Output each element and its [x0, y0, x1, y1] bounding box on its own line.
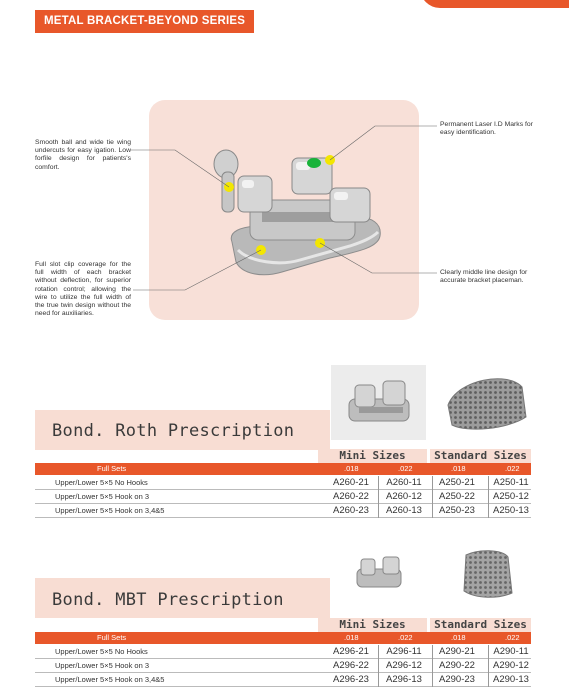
roth-standard-sizes-header: Standard Sizes [430, 449, 531, 463]
column-divider [432, 645, 433, 687]
column-divider [378, 645, 379, 687]
roth-slot-std-022: .022 [505, 464, 520, 473]
mbt-full-sets-row [35, 632, 531, 644]
table-row: Upper/Lower 5×5 Hook on 3,4&5 A260-23 A260-13 A250-23 A250-13 [35, 504, 531, 518]
column-divider [432, 476, 433, 518]
page-title: METAL BRACKET-BEYOND SERIES [35, 10, 254, 33]
mbt-slot-std-018: .018 [451, 633, 466, 642]
column-divider [488, 645, 489, 687]
roth-full-sets-row [35, 463, 531, 475]
callout-middle-line: Clearly middle line design for accurate bracket placeman. [440, 269, 528, 285]
standard-bracket-photo [438, 535, 533, 610]
column-divider [378, 476, 379, 518]
mbt-slot-std-022: .022 [505, 633, 520, 642]
roth-section-title: Bond. Roth Prescription [52, 421, 295, 441]
table-row: Upper/Lower 5×5 Hook on 3 A296-22 A296-12 A290-22 A290-12 [35, 659, 531, 673]
roth-slot-mini-022: .022 [398, 464, 413, 473]
mbt-full-sets-label: Full Sets [97, 633, 127, 642]
laser-id-mark [307, 158, 321, 168]
roth-slot-mini-018: .018 [344, 464, 359, 473]
callout-laser-id: Permanent Laser I.D Marks for easy identification. [440, 121, 533, 137]
table-row: Upper/Lower 5×5 Hook on 3,4&5 A296-23 A296-13 A290-23 A290-13 [35, 673, 531, 687]
callout-tie-wing: Smooth ball and wide tie wing undercuts for easy igation. Low forfile design for patients's comfort. [35, 139, 131, 171]
table-row: Upper/Lower 5×5 No Hooks A296-21 A296-11 A290-21 A290-11 [35, 645, 531, 659]
column-divider [488, 476, 489, 518]
mbt-standard-sizes-header: Standard Sizes [430, 618, 531, 632]
mbt-slot-mini-022: .022 [398, 633, 413, 642]
mbt-mini-sizes-header: Mini Sizes [318, 618, 427, 632]
roth-slot-std-018: .018 [451, 464, 466, 473]
roth-mini-sizes-header: Mini Sizes [318, 449, 427, 463]
mbt-section-title: Bond. MBT Prescription [52, 590, 284, 610]
mbt-slot-mini-018: .018 [344, 633, 359, 642]
callout-slot-clip: Full slot clip coverage for the full width of each bracket without deflection, for superior rotation control; allowing the wire to utilize the full width of the true twin design without the need for auxiliaries. [35, 261, 131, 318]
roth-full-sets-label: Full Sets [97, 464, 127, 473]
mini-bracket-photo [331, 365, 426, 440]
table-row: Upper/Lower 5×5 No Hooks A260-21 A260-11 A250-21 A250-11 [35, 476, 531, 490]
table-row: Upper/Lower 5×5 Hook on 3 A260-22 A260-12 A250-22 A250-12 [35, 490, 531, 504]
standard-bracket-photo [438, 365, 533, 440]
mini-bracket-photo [331, 535, 426, 610]
